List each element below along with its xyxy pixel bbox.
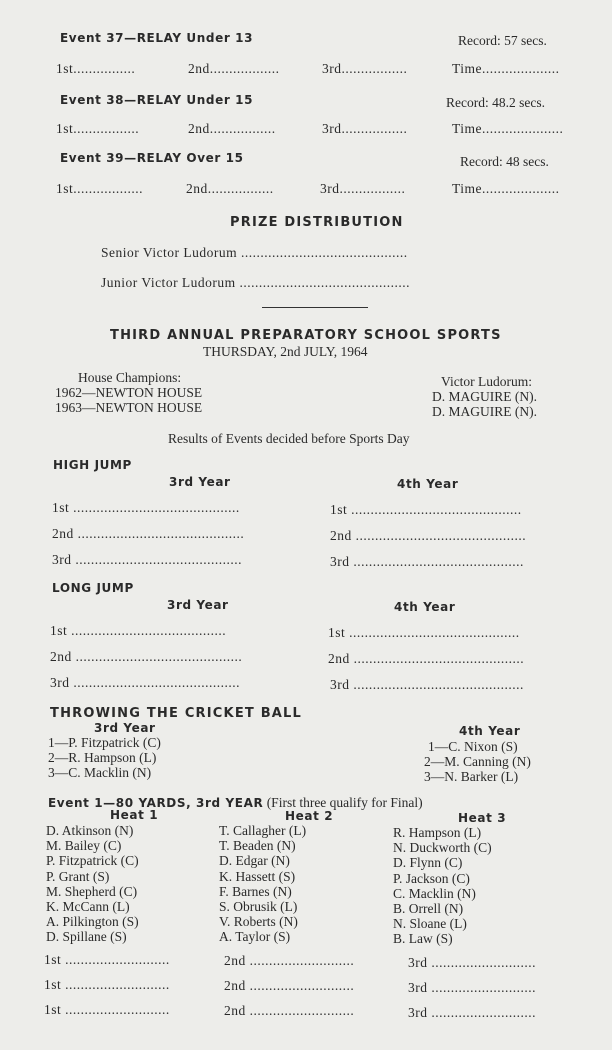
final-row-1-third: 3rd ...........................	[408, 955, 536, 970]
heat-2-entry: V. Roberts (N)	[219, 914, 298, 930]
high-jump-right-1: 1st ............................................	[330, 502, 522, 517]
results-note: Results of Events decided before Sports Day	[168, 431, 410, 446]
event-39-first: 1st..................	[56, 181, 144, 196]
heat-1-entry: M. Bailey (C)	[46, 838, 122, 854]
heat-3-entry: P. Jackson (C)	[393, 870, 470, 886]
heat-3-entry: R. Hampson (L)	[393, 825, 482, 840]
high-jump-year4: 4th Year	[397, 477, 459, 491]
heat-2-heading: Heat 2	[285, 809, 334, 823]
heat-1-list	[46, 823, 139, 945]
heat-2-entry: D. Edgar (N)	[219, 853, 290, 869]
event-37-time: Time....................	[452, 61, 560, 76]
event-1-note: (First three qualify for Final)	[266, 795, 423, 810]
high-jump-left-2: 2nd ...........................................	[52, 526, 245, 541]
long-jump-year4: 4th Year	[394, 600, 456, 614]
high-jump-heading: HIGH JUMP	[53, 458, 132, 472]
high-jump-left-3: 3rd ...........................................	[52, 552, 242, 567]
heat-1-entry: M. Shepherd (C)	[46, 883, 138, 899]
event-37-record: Record: 57 secs.	[458, 33, 547, 48]
event-38-third: 3rd.................	[322, 121, 408, 136]
cricket-ball-year4: 4th Year	[459, 724, 521, 738]
cricket-ball-left-3: 3—C. Macklin (N)	[48, 765, 152, 780]
heat-3-list	[393, 825, 492, 947]
sports-date: THURSDAY, 2nd JULY, 1964	[203, 344, 368, 359]
high-jump-right-3: 3rd ............................................	[330, 554, 524, 569]
long-jump-heading: LONG JUMP	[52, 581, 134, 595]
house-champions-label: House Champions:	[78, 370, 182, 385]
heat-3-entry: N. Duckworth (C)	[393, 840, 492, 856]
event-37-title: Event 37—RELAY Under 13	[60, 31, 254, 45]
final-row-1-first: 1st ...........................	[44, 952, 170, 967]
cricket-ball-heading: THROWING THE CRICKET BALL	[50, 706, 303, 721]
long-jump-left-1: 1st ........................................	[50, 623, 227, 638]
event-37-third: 3rd.................	[322, 61, 408, 76]
event-38-title: Event 38—RELAY Under 15	[60, 93, 254, 107]
event-39-time: Time....................	[452, 181, 560, 196]
event-38-first: 1st.................	[56, 121, 140, 136]
victor-ludorum-1: D. MAGUIRE (N).	[432, 389, 537, 404]
sports-title: THIRD ANNUAL PREPARATORY SCHOOL SPORTS	[110, 328, 502, 343]
final-row-3-third: 3rd ...........................	[408, 1005, 536, 1020]
heat-1-entry: D. Spillane (S)	[46, 929, 127, 945]
junior-victor-ludorum: Junior Victor Ludorum ............................................	[101, 275, 411, 290]
house-champion-1962: 1962—NEWTON HOUSE	[55, 385, 203, 400]
heat-2-list	[219, 823, 306, 945]
final-row-2-third: 3rd ...........................	[408, 980, 536, 995]
event-39-record: Record: 48 secs.	[460, 154, 549, 169]
heat-2-entry: A. Taylor (S)	[219, 929, 291, 945]
heat-3-entry: B. Orrell (N)	[393, 901, 464, 917]
cricket-ball-right-2: 2—M. Canning (N)	[424, 754, 531, 769]
section-divider	[262, 307, 368, 308]
heat-3-entry: N. Sloane (L)	[393, 916, 467, 932]
final-row-3-first: 1st ...........................	[44, 1002, 170, 1017]
heat-1-entry: D. Atkinson (N)	[46, 823, 134, 838]
event-1-title-line	[48, 795, 423, 811]
cricket-ball-left-1: 1—P. Fitzpatrick (C)	[48, 735, 161, 750]
cricket-ball-left-2: 2—R. Hampson (L)	[48, 750, 157, 765]
heat-1-heading: Heat 1	[110, 808, 159, 822]
heat-2-entry: T. Callagher (L)	[219, 823, 307, 838]
heat-3-entry: C. Macklin (N)	[393, 885, 476, 901]
final-row-3-second: 2nd ...........................	[224, 1003, 355, 1018]
event-1-heading: Event 1—80 YARDS, 3rd YEAR	[48, 796, 264, 810]
house-champion-1963: 1963—NEWTON HOUSE	[55, 400, 203, 415]
event-39-second: 2nd.................	[186, 181, 274, 196]
long-jump-year3: 3rd Year	[167, 598, 229, 612]
final-row-1-second: 2nd ...........................	[224, 953, 355, 968]
heat-1-entry: P. Fitzpatrick (C)	[46, 853, 139, 869]
heat-3-entry: B. Law (S)	[393, 931, 453, 947]
heat-2-entry: S. Obrusik (L)	[219, 899, 298, 915]
long-jump-right-3: 3rd ............................................	[330, 677, 524, 692]
heat-3-entry: D. Flynn (C)	[393, 855, 463, 871]
event-38-time: Time.....................	[452, 121, 564, 136]
heat-1-entry: K. McCann (L)	[46, 899, 130, 915]
final-row-2-second: 2nd ...........................	[224, 978, 355, 993]
cricket-ball-year3: 3rd Year	[94, 721, 156, 735]
heat-3-heading: Heat 3	[458, 811, 507, 825]
high-jump-year3: 3rd Year	[169, 475, 231, 489]
victor-ludorum-2: D. MAGUIRE (N).	[432, 404, 537, 419]
event-39-third: 3rd.................	[320, 181, 406, 196]
prize-heading: PRIZE DISTRIBUTION	[230, 215, 404, 230]
heat-1-entry: A. Pilkington (S)	[46, 914, 139, 930]
heat-2-entry: K. Hassett (S)	[219, 868, 296, 884]
senior-victor-ludorum: Senior Victor Ludorum ...........................................	[101, 245, 408, 260]
heat-2-entry: F. Barnes (N)	[219, 883, 292, 899]
victor-ludorum-label: Victor Ludorum:	[441, 374, 533, 389]
cricket-ball-right-3: 3—N. Barker (L)	[424, 769, 519, 784]
event-37-first: 1st................	[56, 61, 136, 76]
event-39-title: Event 39—RELAY Over 15	[60, 151, 244, 165]
cricket-ball-right-1: 1—C. Nixon (S)	[428, 739, 518, 754]
high-jump-left-1: 1st ...........................................	[52, 500, 240, 515]
long-jump-left-3: 3rd ...........................................	[50, 675, 240, 690]
event-38-record: Record: 48.2 secs.	[446, 95, 545, 110]
long-jump-right-2: 2nd ............................................	[328, 651, 525, 666]
high-jump-right-2: 2nd ............................................	[330, 528, 527, 543]
event-37-second: 2nd..................	[188, 61, 280, 76]
heat-2-entry: T. Beaden (N)	[219, 838, 296, 854]
long-jump-right-1: 1st ............................................	[328, 625, 520, 640]
final-row-2-first: 1st ...........................	[44, 977, 170, 992]
heat-1-entry: P. Grant (S)	[46, 868, 110, 884]
long-jump-left-2: 2nd ...........................................	[50, 649, 243, 664]
event-38-second: 2nd.................	[188, 121, 276, 136]
